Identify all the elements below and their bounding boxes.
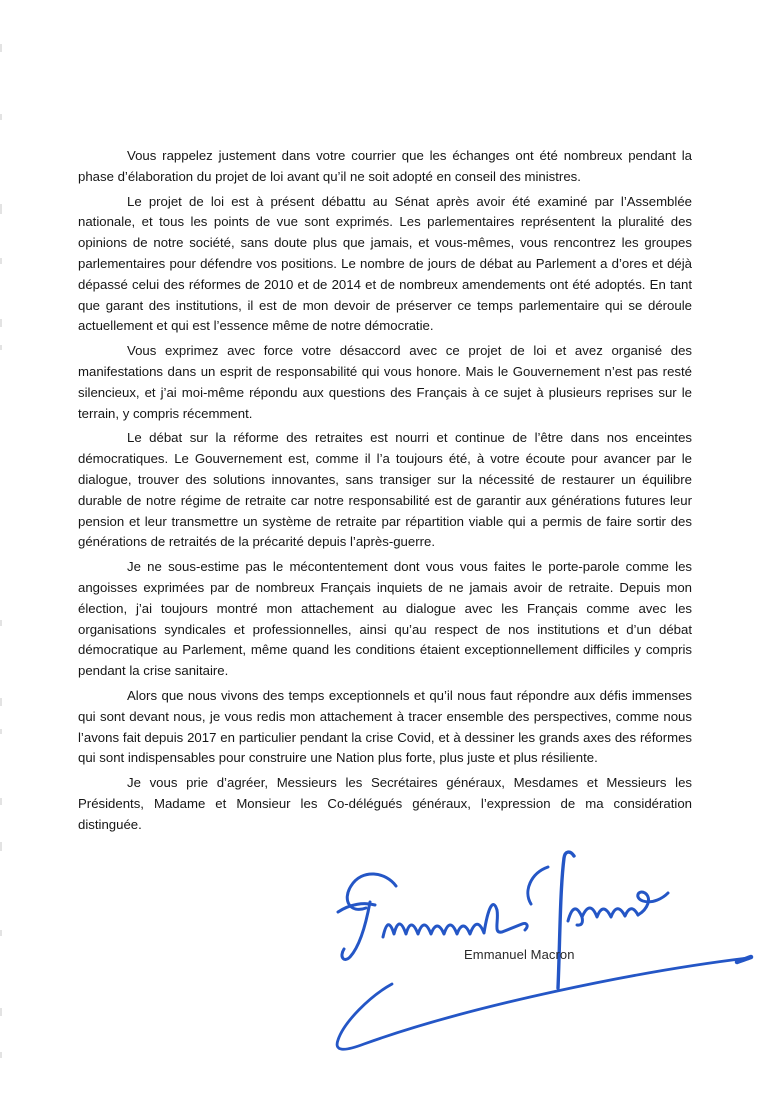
letter-paragraph-1: Vous rappelez justement dans votre courrier que les échanges ont été nombreux pendant la phase d’élaboration du projet de loi avant qu’il ne soit adopté en conseil des ministres. <box>78 148 692 184</box>
signature-stroke <box>383 905 527 937</box>
scan-artifact <box>0 620 2 626</box>
scan-artifact <box>0 798 2 805</box>
scan-artifact <box>0 698 2 706</box>
letter-paragraph-6: Alors que nous vivons des temps exceptionnels et qu’il nous faut répondre aux défis immenses qui sont devant nous, je vous redis mon attachement à tracer ensemble des perspectives, comme nous l’avons fait depuis 2017 en particulier pendant la crise Covid, et à dessiner les grands axes des réformes qui sont indispensables pour construire une Nation plus forte, plus juste et plus résiliente. <box>78 687 692 766</box>
scan-artifact <box>0 1008 2 1016</box>
scan-artifact <box>0 44 2 52</box>
letter-paragraph-3: Vous exprimez avec force votre désaccord avec ce projet de loi et avez organisé des manifestations dans un esprit de responsabilité qui vous honore. Mais le Gouvernement n’est pas resté silencieux, et j’ai moi-même répondu aux questions des Français à ce sujet à plusieurs reprises sur le terrain, y compris récemment. <box>78 343 692 421</box>
scan-artifact <box>0 258 2 264</box>
signature-stroke <box>337 958 748 1049</box>
signature-stroke <box>568 908 638 925</box>
scan-artifact <box>0 930 2 936</box>
scan-artifact <box>0 319 2 327</box>
signature-stroke <box>638 892 668 915</box>
scan-artifact <box>0 842 2 851</box>
signature-stroke <box>558 852 574 988</box>
scan-artifact <box>0 114 2 120</box>
signature-stroke <box>342 902 370 959</box>
signer-printed-name: Emmanuel Macron <box>464 947 575 962</box>
signature-stroke <box>338 904 375 912</box>
letter-paragraph-4: Le débat sur la réforme des retraites est nourri et continue de l’être dans nos enceintes démocratiques. Le Gouvernement est, comme il l’a toujours été, à votre écoute pour avancer par le dialogue, trouver des solutions innovantes, sans transiger sur la nécessité de restaurer un équilibre durable de notre régime de retraite car notre responsabilité est de garantir aux générations futures leur pension et leur transmettre un système de retraite par répartition viable qui a permis de faire sortir des générations de retraités de la précarité depuis l’après-guerre. <box>78 430 692 550</box>
signature-stroke <box>737 957 751 962</box>
letter-paragraph-7: Je vous prie d’agréer, Messieurs les Secrétaires généraux, Mesdames et Messieurs les Présidents, Madame et Monsieur les Co-délégués généraux, l’expression de ma considération distinguée. <box>78 775 692 832</box>
signature-stroke <box>528 867 548 904</box>
letter-paragraph-5: Je ne sous-estime pas le mécontentement dont vous vous faites le porte-parole comme les angoisses exprimées par de nombreux Français inquiets de ne jamais avoir de retraite. Depuis mon élection, j’ai toujours montré mon attachement au dialogue avec les Français comme avec les organisations syndicales et professionnelles, ainsi qu’au respect de nos institutions et d’un débat démocratique au Parlement, même quand les conditions étaient exceptionnellement difficiles y compris pendant la crise sanitaire. <box>78 559 692 679</box>
letter-body <box>78 146 692 840</box>
letter-paragraph-2: Le projet de loi est à présent débattu au Sénat après avoir été examiné par l’Assemblée nationale, et tous les points de vue sont exprimés. Les parlementaires représentent la pluralité des opinions de notre société, sans doute plus que jamais, et vous-mêmes, vous rencontrez les groupes parlementaires pour défendre vos positions. Le nombre de jours de débat au Parlement a d’ores et déjà dépassé celui des réformes de 2010 et de 2014 et de nombreux amendements ont été adoptés. En tant que garant des institutions, il est de mon devoir de préserver ce temps parlementaire qui se déroule actuellement et qui est l’essence même de notre démocratie. <box>78 193 692 334</box>
signature-stroke <box>347 874 396 909</box>
scan-artifact <box>0 1052 2 1058</box>
scan-artifact <box>0 729 2 734</box>
scan-artifact <box>0 345 2 350</box>
scan-artifact <box>0 204 2 214</box>
